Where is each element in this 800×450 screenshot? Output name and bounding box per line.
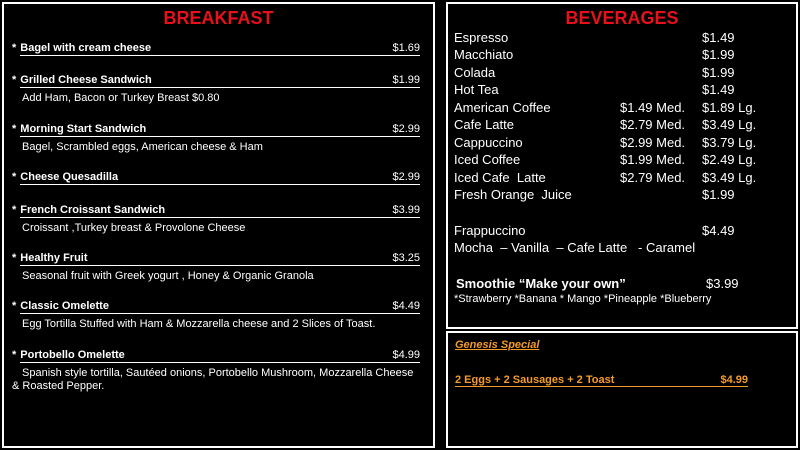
breakfast-panel <box>2 2 435 448</box>
item-name: Classic Omelette <box>20 300 390 314</box>
beverage-name: Fresh Orange Juice <box>454 187 572 202</box>
item-description: Croissant ,Turkey breast & Provolone Cheese <box>22 222 246 234</box>
beverage-price-large: $3.49 Lg. <box>702 117 757 132</box>
item-name: Healthy Fruit <box>20 252 390 266</box>
beverage-row <box>454 186 572 203</box>
item-name: Grilled Cheese Sandwich <box>20 74 390 88</box>
item-price: $1.69 <box>392 42 420 54</box>
beverage-name: Iced Coffee <box>454 152 521 167</box>
item-price: $4.49 <box>392 300 420 312</box>
menu-item: * Classic Omelette $4.49 Egg Tortilla Stuffed with Ham & Mozzarella cheese and 2 Slices of Toast. <box>12 300 420 330</box>
beverage-price-large: $3.79 Lg. <box>702 135 757 150</box>
beverage-price-medium: $2.99 Med. <box>620 135 686 150</box>
beverage-price-medium: $2.79 Med. <box>620 170 686 185</box>
beverage-price-large: $1.89 Lg. <box>702 100 757 115</box>
item-price: $2.99 <box>392 123 420 135</box>
beverage-name: American Coffee <box>454 100 551 115</box>
item-price: $4.99 <box>392 349 420 361</box>
beverage-name: Cafe Latte <box>454 117 514 132</box>
beverage-row <box>454 64 495 81</box>
special-price: $4.99 <box>720 374 748 386</box>
beverage-name: Macchiato <box>454 47 514 62</box>
frappuccino-price: $4.49 <box>702 223 735 238</box>
item-price: $1.99 <box>392 74 420 86</box>
beverage-row <box>454 116 514 133</box>
beverage-price-large: $3.49 Lg. <box>702 170 757 185</box>
beverage-name: Espresso <box>454 30 509 45</box>
item-price: $2.99 <box>392 171 420 183</box>
menu-item: * Grilled Cheese Sandwich $1.99 Add Ham, Bacon or Turkey Breast $0.80 <box>12 74 420 104</box>
item-description: Add Ham, Bacon or Turkey Breast $0.80 <box>22 92 220 104</box>
item-price: $3.99 <box>392 204 420 216</box>
beverages-panel <box>446 2 798 329</box>
special-line: 2 Eggs + 2 Sausages + 2 Toast <box>455 374 615 386</box>
beverage-price-medium: $2.79 Med. <box>620 117 686 132</box>
item-name: French Croissant Sandwich <box>20 204 390 218</box>
breakfast-title: BREAKFAST <box>163 8 274 28</box>
beverage-name: Hot Tea <box>454 82 499 97</box>
menu-item: * Cheese Quesadilla $2.99 <box>12 171 420 183</box>
beverage-row <box>454 151 520 168</box>
special-title: Genesis Special <box>455 339 540 351</box>
beverage-price: $1.99 <box>702 47 735 62</box>
beverage-price-medium: $1.99 Med. <box>620 152 686 167</box>
beverages-title: BEVERAGES <box>565 8 679 28</box>
beverage-price-large: $2.49 Lg. <box>702 152 757 167</box>
special-offer <box>455 374 748 387</box>
menu-item: * Healthy Fruit $3.25 Seasonal fruit with Greek yogurt , Honey & Organic Granola <box>12 252 420 282</box>
smoothie-price: $3.99 <box>706 276 739 291</box>
beverage-row <box>454 134 523 151</box>
beverage-name: Cappuccino <box>454 135 523 150</box>
beverage-name: Colada <box>454 65 496 80</box>
item-description: Egg Tortilla Stuffed with Ham & Mozzarella cheese and 2 Slices of Toast. <box>22 318 376 330</box>
beverage-row <box>454 29 508 46</box>
special-panel <box>446 331 798 448</box>
beverage-name: Iced Cafe Latte <box>454 170 546 185</box>
beverage-price: $1.49 <box>702 30 735 45</box>
beverage-row <box>454 169 546 186</box>
menu-item: * French Croissant Sandwich $3.99 Croissant ,Turkey breast & Provolone Cheese <box>12 204 420 234</box>
item-name: Morning Start Sandwich <box>20 123 390 137</box>
beverage-row <box>454 99 551 116</box>
beverage-price: $1.99 <box>702 187 735 202</box>
smoothie-name: Smoothie “Make your own” <box>456 276 626 291</box>
beverage-row <box>454 81 499 98</box>
menu-item: * Morning Start Sandwich $2.99 Bagel, Scrambled eggs, American cheese & Ham <box>12 123 420 153</box>
beverage-row <box>454 46 513 63</box>
item-description: Seasonal fruit with Greek yogurt , Honey & Organic Granola <box>22 270 314 282</box>
beverage-price: $1.99 <box>702 65 735 80</box>
item-price: $3.25 <box>392 252 420 264</box>
frappuccino-flavors: Mocha – Vanilla – Cafe Latte - Caramel <box>454 240 696 255</box>
menu-item: * Portobello Omelette $4.99 Spanish style tortilla, Sautéed onions, Portobello Mushroom, Mozzarella Cheese & Roasted Pepper. <box>12 349 420 392</box>
menu-item: * Bagel with cream cheese $1.69 <box>12 42 420 54</box>
item-name: Portobello Omelette <box>20 349 390 363</box>
beverage-price-medium: $1.49 Med. <box>620 100 686 115</box>
item-name: Cheese Quesadilla <box>20 171 390 185</box>
frappuccino-name: Frappuccino <box>454 223 526 238</box>
item-description: Bagel, Scrambled eggs, American cheese & Ham <box>22 141 263 153</box>
item-description: Spanish style tortilla, Sautéed onions, Portobello Mushroom, Mozzarella Cheese & Roasted Pepper. <box>12 367 414 392</box>
smoothie-fruits: *Strawberry *Banana * Mango *Pineapple *Blueberry <box>454 293 712 305</box>
item-name: Bagel with cream cheese <box>20 42 390 56</box>
beverage-price: $1.49 <box>702 82 735 97</box>
